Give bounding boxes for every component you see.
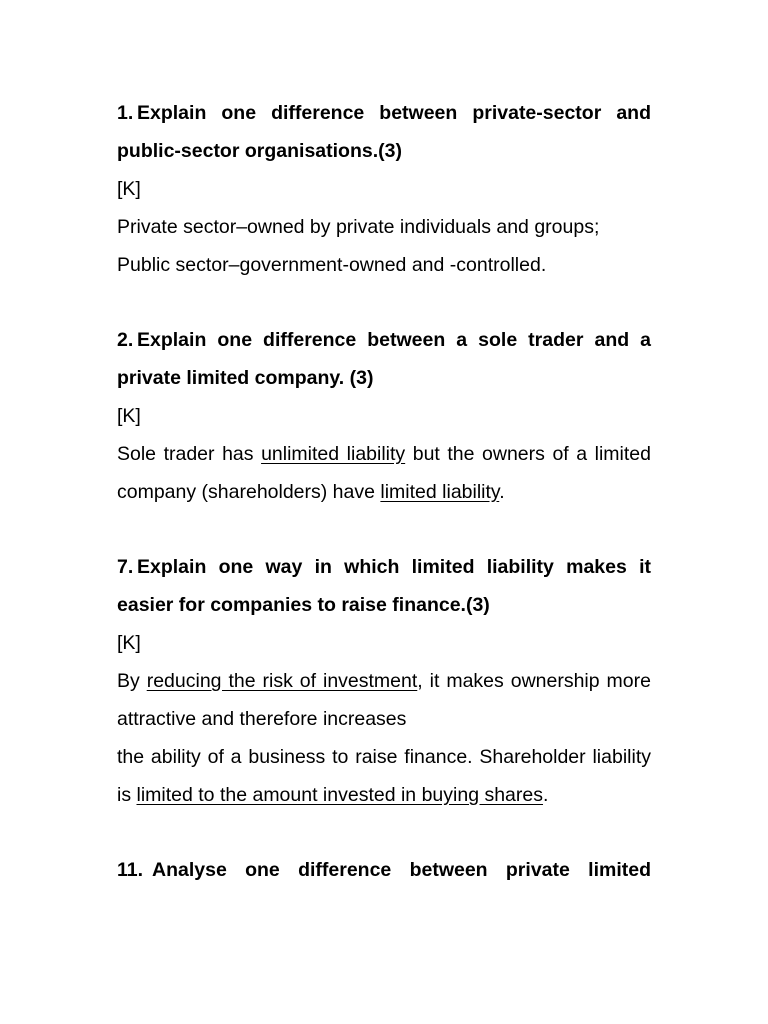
- question-11: [117, 851, 651, 889]
- knowledge-level-tag: [K]: [117, 632, 141, 654]
- question-text: Analyse one difference between private limited: [152, 859, 651, 881]
- underlined-term: limited to the amount invested in buying shares: [136, 784, 543, 806]
- knowledge-level-tag: [K]: [117, 405, 141, 427]
- question-text: Explain one way in which limited liability makes it easier for companies to raise finance.(3): [117, 556, 651, 616]
- question-number: 11.: [117, 859, 144, 881]
- document-page: [117, 94, 651, 889]
- question-1: [117, 94, 651, 170]
- answer-line: Public sector–government-owned and -controlled.: [117, 254, 547, 276]
- underlined-term: reducing the risk of investment: [146, 670, 418, 692]
- question-number: 1.: [117, 102, 134, 124]
- answer-fragment: the ability of a business to raise finance. Shareholder liability is: [117, 746, 651, 806]
- question-number: 2.: [117, 329, 134, 351]
- answer-fragment: By: [117, 670, 147, 692]
- underlined-term: unlimited liability: [261, 443, 406, 465]
- answer-text: [117, 662, 651, 738]
- answer-line: Private sector–owned by private individuals and groups;: [117, 216, 600, 238]
- answer-text-continued: [117, 738, 651, 814]
- question-text: Explain one difference between a sole trader and a private limited company. (3): [117, 329, 651, 389]
- knowledge-level-tag: [K]: [117, 178, 141, 200]
- answer-text: [117, 435, 651, 511]
- question-number: 7.: [117, 556, 134, 578]
- underlined-term: limited liability: [380, 481, 500, 503]
- question-7: [117, 548, 651, 624]
- answer-fragment: but the owners of a limited company (shareholders) have: [117, 443, 651, 503]
- answer-fragment: Sole trader has: [117, 443, 262, 465]
- question-2: [117, 321, 651, 397]
- answer-fragment: .: [542, 784, 549, 806]
- question-text: Explain one difference between private-sector and public-sector organisations.(3): [117, 102, 651, 162]
- answer-fragment: .: [499, 481, 505, 503]
- answer-fragment: , it makes ownership more attractive and therefore increases: [117, 670, 651, 730]
